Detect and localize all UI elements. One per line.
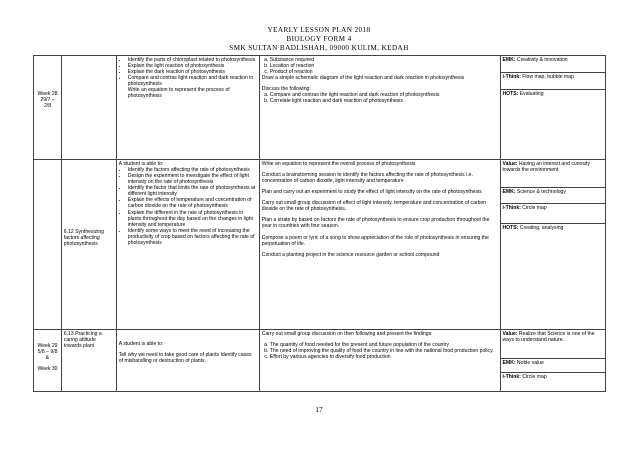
note-ithink: i-Think: Flow map, bubble map bbox=[501, 73, 605, 90]
note-ithink: i-Think: Circle map bbox=[502, 374, 547, 380]
note-hots: HOTS: Creating, analysing bbox=[502, 225, 564, 231]
notes-cell bbox=[501, 330, 606, 392]
activity-item: b. Location of reaction bbox=[270, 63, 498, 69]
objectives-cell bbox=[117, 330, 260, 392]
week-line: Week 30 bbox=[37, 366, 58, 373]
objective-item: • Compare and contras light reaction and dark reaction in photosynthesis bbox=[128, 75, 257, 87]
objective-item: • Identify the parts of chloroplast related to photosynthesis bbox=[128, 57, 257, 63]
objectives-intro: A student is able to: bbox=[118, 340, 164, 347]
activity-item: a. Compare and contras the light reaction and dark reaction of photosynthesis bbox=[270, 92, 498, 98]
objective-text: Tell why we need to take good care of plants Identify cases of mishandling or destruction of plants. bbox=[118, 351, 252, 364]
note-emk: EMK: Creativity & innovation bbox=[501, 56, 605, 73]
school-title: SMK SULTAN BADLISHAH, 09000 KULIM, KEDAH bbox=[229, 44, 409, 52]
topic-cell bbox=[62, 160, 117, 330]
notes-cell bbox=[501, 56, 606, 160]
activity-text: Plan and carry out an experiment to study the effect of light intensity on the rate of photosynthesis bbox=[261, 189, 482, 196]
week-line: 5/8 – 9/8 bbox=[37, 348, 58, 355]
week-cell bbox=[34, 330, 62, 392]
table-row bbox=[34, 56, 606, 160]
note-emk: EMK: Science & technology bbox=[501, 188, 605, 204]
objective-item: • Identify the factors affecting the rate of photosynthesis bbox=[128, 167, 257, 173]
notes-cell bbox=[501, 160, 606, 330]
note-emk: EMK: Noble value bbox=[501, 359, 605, 373]
note-value: Value: Having an interest and curiosity towards the environment bbox=[501, 160, 605, 188]
activity-item: a. Substance required bbox=[270, 57, 498, 63]
topic-text: 6.12 Synthesizing factors affecting photosynthesis bbox=[63, 228, 105, 247]
note-hots: HOTS: Evaluating bbox=[502, 91, 544, 97]
activity-text: Conduct a planting project in the science resource garden or school compound bbox=[261, 251, 440, 258]
activity-text: Conduct a brainstorming session to identify the factors affecting the rate of photosynthesis i.e. concentration of carbon dioxide, light intensity and temperature bbox=[261, 171, 473, 184]
topic-cell bbox=[62, 56, 117, 160]
activity-item: b. Correlate light reaction and dark reaction of photosynthesis . bbox=[270, 98, 498, 104]
objective-item: • Explain the light reaction of photosynthesis bbox=[128, 63, 257, 69]
note-ithink: i-Think: Circle map bbox=[501, 204, 605, 224]
week-line: 2/8 bbox=[43, 102, 52, 109]
activity-text: Discuss the following: bbox=[261, 86, 311, 93]
activities-cell bbox=[260, 160, 501, 330]
objectives-intro: A student is able to: bbox=[118, 160, 164, 167]
week-line: Week 29 bbox=[37, 342, 58, 349]
activity-text: Draw a simple schematic diagram of the light reaction and dark reaction in photosynthesis bbox=[261, 75, 465, 82]
objectives-cell bbox=[117, 160, 260, 330]
objectives-cell bbox=[117, 56, 260, 160]
plan-title: YEARLY LESSON PLAN 2018 bbox=[267, 26, 371, 34]
subject-title: BIOLOGY FORM 4 bbox=[286, 35, 352, 43]
activity-item: b. The need of improving the quality of food the country in line with the national food production policy. bbox=[270, 348, 498, 354]
activity-text: Carry out small group discussion on then following and present the findings: bbox=[261, 330, 433, 337]
objective-item: • Identify the factor that limits the rate of photosynthesis at different light intensity bbox=[128, 185, 257, 197]
week-line: Week 28 bbox=[37, 90, 58, 97]
week-line: & bbox=[45, 354, 50, 361]
activity-text: Compose a poem or lyric of a song to show appreciation of the role of photosynthesis in ensuring the perpetuation of life. bbox=[261, 234, 489, 247]
topic-text: 6.13 Practicing a caring attitude towards plant bbox=[63, 330, 102, 349]
activities-cell bbox=[260, 330, 501, 392]
objective-item: • Identify some ways to meet the need of increasing the productivity of crop based on factors affecting the rate of photosynthesis bbox=[128, 228, 257, 246]
objective-item: • Explain the dark reaction of photosynthesis bbox=[128, 69, 257, 75]
activity-text: Write an equation to represent the overall process of photosynthesis bbox=[261, 160, 416, 167]
topic-cell bbox=[62, 330, 117, 392]
table-row bbox=[34, 160, 606, 330]
objective-item: • Design the experiment to investigate the effect of light intensity on the rate of photosynthesis bbox=[128, 173, 257, 185]
activity-item: c. Product of reaction bbox=[270, 69, 498, 75]
activities-cell bbox=[260, 56, 501, 160]
objective-item: • Explain the different in the rate of photosynthesis in plants throughout the day based on the changes in light intensity and temperature bbox=[128, 210, 257, 228]
activity-item: a. The quantity of food needed for the present and future population of the country bbox=[270, 342, 498, 348]
week-cell bbox=[34, 160, 62, 330]
objective-item: Write an equation to represent the process of photosynthesis bbox=[127, 87, 230, 100]
week-cell bbox=[34, 56, 62, 160]
objective-item: • Explain the effects of temperature and concentration of carbon dioxide on the rate of photosynthesis bbox=[128, 197, 257, 209]
table-row bbox=[34, 330, 606, 392]
activity-item: c. Effort by various agencies to diversify food production bbox=[270, 354, 498, 360]
activity-text: Carry out small group discussion of effect of light intensity, temperature and concentration of carbon dioxide on the rate of photosynthesis. bbox=[261, 200, 487, 213]
page-number: 17 bbox=[315, 405, 323, 414]
activity-text: Plan a strate by based on factors the rate of photosynthesis to ensure crop production throughout the year in countries with four season. bbox=[261, 217, 490, 230]
note-value: Value: Realize that Science is one of the ways to understand nature. bbox=[501, 330, 605, 359]
week-line: 29/7 – bbox=[40, 96, 55, 103]
lesson-plan-table bbox=[33, 55, 606, 392]
